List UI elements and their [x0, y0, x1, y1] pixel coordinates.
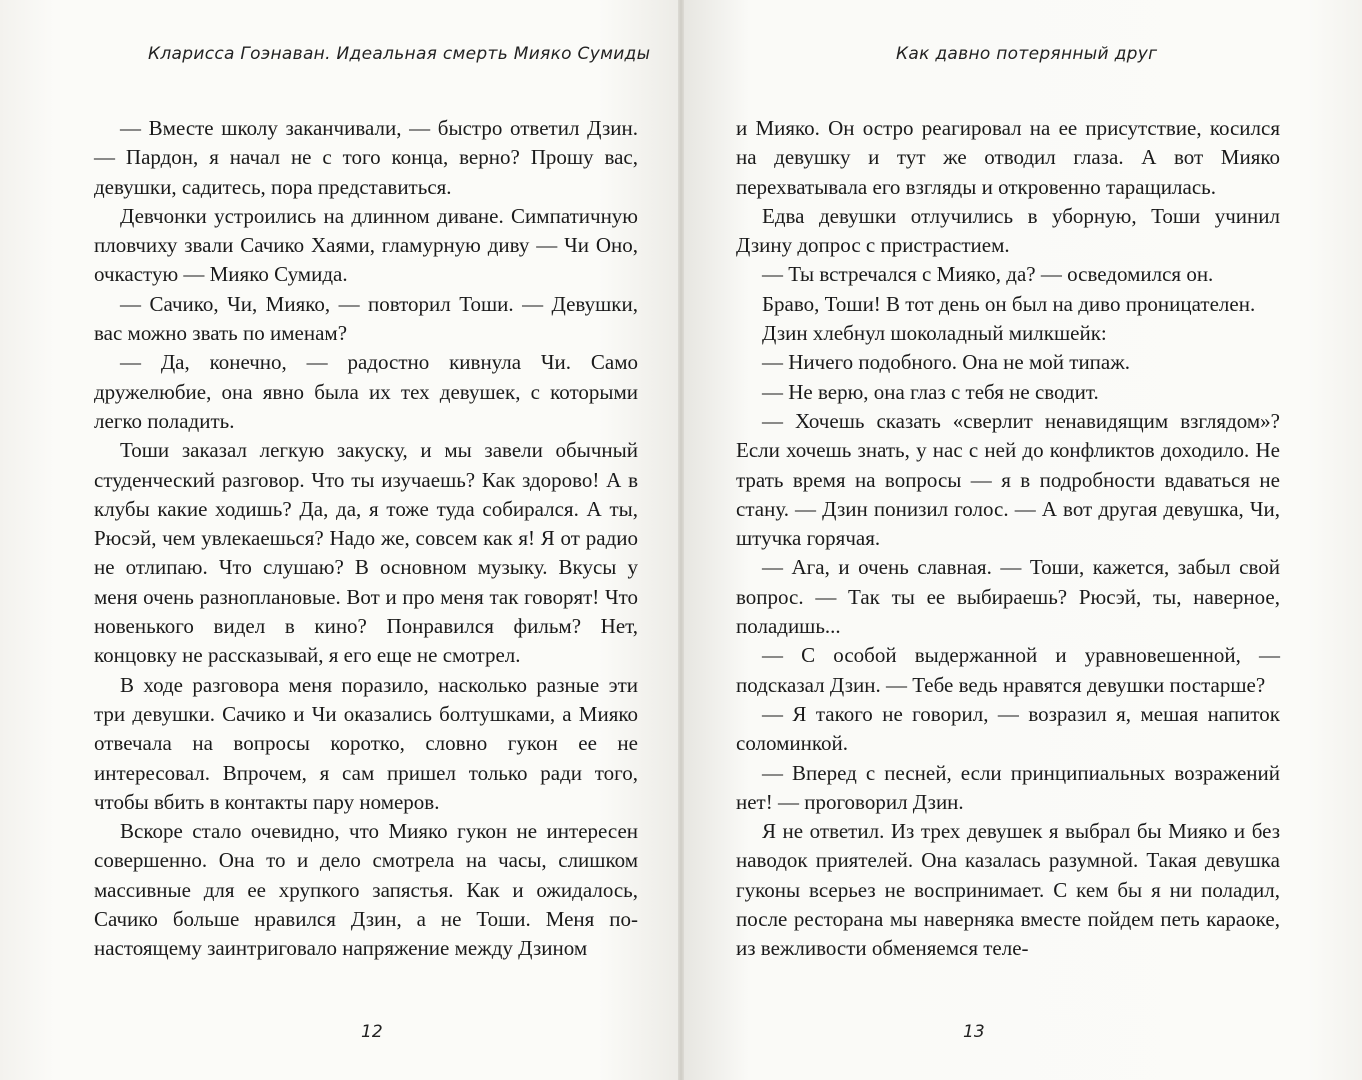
right-running-head: Как давно потерянный друг: [896, 44, 1158, 64]
paragraph: В ходе разговора меня поразило, насколько разные эти три девушки. Сачико и Чи оказались болтушками, а Мияко отвечала на вопросы коротко, словно гукон ее не интересовал. Впрочем, я сам пришел только ради того, чтобы вбить в контакты пару номеров.: [94, 672, 638, 814]
right-page-text: [736, 114, 1280, 964]
paragraph: — Сачико, Чи, Мияко, — повторил Тоши. — Девушки, вас можно звать по именам?: [94, 291, 638, 346]
paragraph: — Ага, и очень славная. — Тоши, кажется, забыл свой вопрос. — Так ты ее выбираешь? Рюсэй, ты, наверное, поладишь...: [736, 555, 1280, 639]
right-page: [681, 0, 1362, 1080]
paragraph: — Я такого не говорил, — возразил я, мешая напиток соломинкой.: [736, 701, 1280, 756]
paragraph: Едва девушки отлучились в уборную, Тоши учинил Дзину допрос с пристрастием.: [736, 203, 1280, 258]
paragraph: — Хочешь сказать «сверлит ненавидящим взглядом»? Если хочешь знать, у нас с ней до конфликтов доходило. Не трать время на вопросы — я в подробности вдаваться не стану. — Дзин понизил голос. — А вот другая девушка, Чи, штучка горячая.: [736, 408, 1280, 551]
paragraph: — Ничего подобного. Она не мой типаж.: [762, 350, 1131, 375]
paragraph: — С особой выдержанной и уравновешенной, — подсказал Дзин. — Тебе ведь нравятся девушки постарше?: [736, 643, 1280, 697]
paragraph: Вскоре стало очевидно, что Мияко гукон не интересен совершенно. Она то и дело смотрела на часы, слишком массивные для ее хрупкого запястья. Как и ожидалось, Сачико больше нравился Дзин, а не Тоши. Меня по-настоящему заинтриговало напряжение между Дзином: [94, 819, 638, 961]
paragraph: — Вперед с песней, если принципиальных возражений нет! — проговорил Дзин.: [736, 760, 1280, 814]
continued-paragraph: и Мияко. Он остро реагировал на ее присутствие, косился на девушку и тут же отводил глаза. А вот Мияко перехватывала его взгляды и откровенно таращилась.: [736, 116, 1280, 199]
paragraph: Девчонки устроились на длинном диване. Симпатичную пловчиху звали Сачико Хаями, гламурную диву — Чи Оно, очкастую — Мияко Сумида.: [94, 203, 638, 287]
paragraph: Дзин хлебнул шоколадный милкшейк:: [762, 321, 1107, 346]
paragraph: — Ты встречался с Мияко, да? — осведомился он.: [762, 262, 1214, 287]
book-gutter: [678, 0, 684, 1080]
paragraph: — Да, конечно, — радостно кивнула Чи. Само дружелюбие, она явно была их тех девушек, с которыми легко поладить.: [94, 350, 638, 433]
right-page-number: 13: [963, 1022, 985, 1042]
left-page-number: 12: [361, 1022, 383, 1042]
left-page-text: [94, 114, 638, 964]
paragraph: — Вместе школу заканчивали, — быстро ответил Дзин. — Пардон, я начал не с того конца, верно? Прошу вас, девушки, садитесь, пора представиться.: [94, 116, 638, 199]
paragraph: Я не ответил. Из трех девушек я выбрал бы Мияко и без наводок приятелей. Она казалась разумной. Такая девушка гуконы всерьез не воспринимает. С кем бы я ни поладил, после ресторана мы наверняка вместе пойдем петь караоке, из вежливости обменяемся теле-: [736, 819, 1280, 961]
paragraph: — Не верю, она глаз с тебя не сводит.: [762, 379, 1099, 404]
left-running-head: Кларисса Гоэнаван. Идеальная смерть Мияко Сумиды: [148, 44, 651, 64]
paragraph: Тоши заказал легкую закуску, и мы завели обычный студенческий разговор. Что ты изучаешь? Как здорово! А в клубы какие ходишь? Да, да, я тоже туда собирался. А ты, Рюсэй, чем увлекаешься? Надо же, совсем как я! Я от радио не отлипаю. Что слушаю? В основном музыку. Вкусы у меня очень разноплановые. Вот и про меня так говорят! Что новенького видел в кино? Понравился фильм? Нет, концовку не рассказывай, я его еще не смотрел.: [94, 438, 638, 668]
paragraph: Браво, Тоши! В тот день он был на диво проницателен.: [762, 291, 1256, 316]
